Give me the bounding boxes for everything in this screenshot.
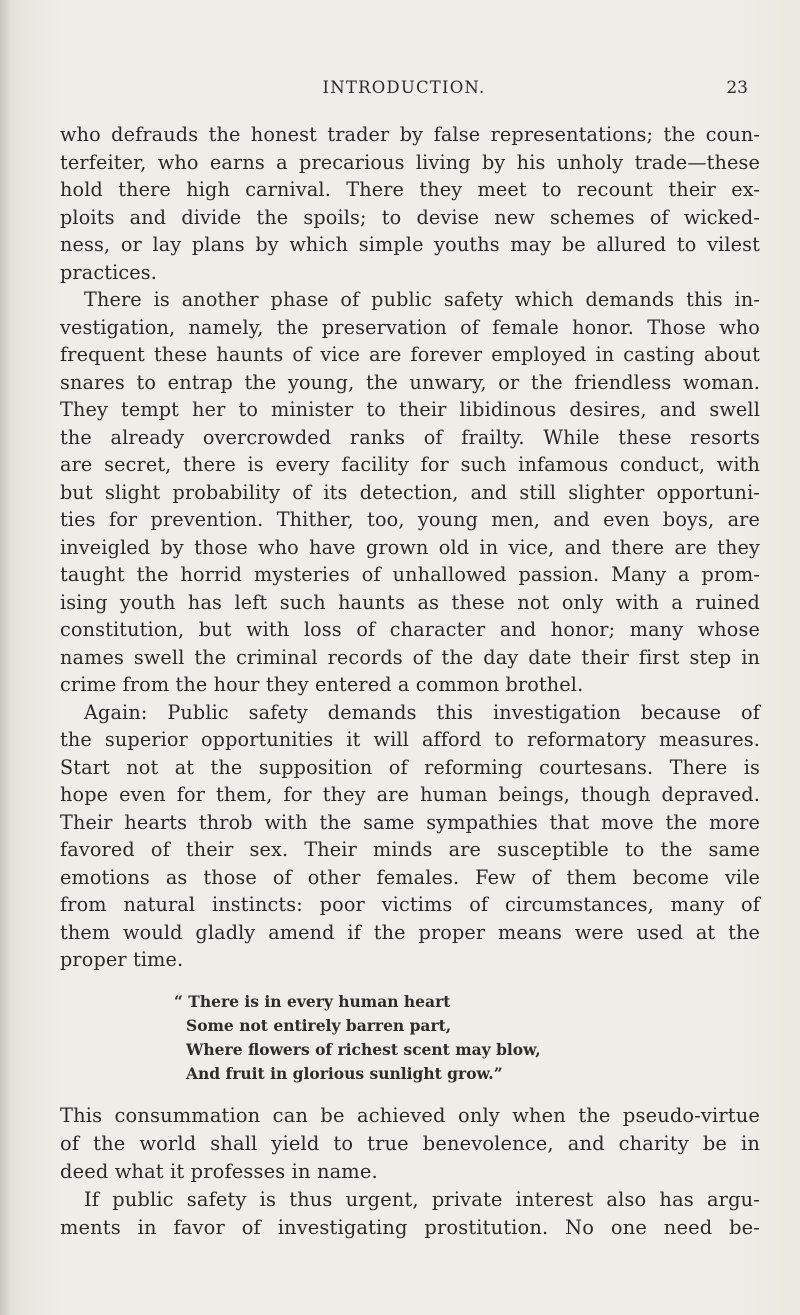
verse-line: “ There is in every human heart	[174, 991, 451, 1011]
text-line: inveigled by those who have grown old in vice, and there are they	[60, 535, 760, 559]
text-line: proper time.	[60, 948, 184, 971]
text-line: ties for prevention. Thither, too, young men, and even boys, are	[60, 508, 760, 531]
text-line: frequent these haunts of vice are forever employed in casting about	[60, 343, 760, 366]
text-line: constitution, but with loss of character and honor; many whose	[60, 618, 760, 641]
paragraph-2	[60, 286, 760, 699]
text-line: who defrauds the honest trader by false representations; the coun-	[60, 123, 760, 146]
text-line: favored of their sex. Their minds are susceptible to the same	[60, 838, 760, 861]
paragraph-4	[60, 1102, 760, 1186]
body-text	[60, 121, 760, 1242]
binding-gutter	[0, 0, 10, 1315]
text-line: names swell the criminal records of the day date their first step in	[60, 645, 760, 669]
text-line: terfeiter, who earns a precarious living by his unholy trade—these	[60, 150, 760, 174]
text-line: deed what it professes in name.	[60, 1159, 378, 1183]
text-line: from natural instincts: poor victims of circumstances, many of	[60, 893, 760, 916]
text-line: ments in favor of investigating prostitution. No one need be-	[60, 1215, 760, 1239]
text-line: hold there high carnival. There they meet to recount their ex-	[60, 178, 760, 201]
text-line: emotions as those of other females. Few of them become vile	[60, 865, 760, 889]
verse-line: Some not entirely barren part,	[186, 1015, 452, 1035]
paragraph-1	[60, 121, 760, 286]
page-header	[60, 78, 748, 102]
text-line: snares to entrap the young, the unwary, or the friendless woman.	[60, 370, 760, 394]
text-line: Start not at the supposition of reforming courtesans. There is	[60, 755, 760, 779]
text-line: Their hearts throb with the same sympathies that move the more	[60, 810, 760, 834]
running-head: INTRODUCTION.	[322, 78, 486, 97]
text-line: the already overcrowded ranks of frailty. While these resorts	[60, 425, 760, 449]
text-line: hope even for them, for they are human beings, though depraved.	[60, 783, 760, 806]
paragraph-5	[60, 1186, 760, 1242]
text-line: Again: Public safety demands this investigation because of	[84, 700, 760, 724]
text-line: ploits and divide the spoils; to devise new schemes of wicked-	[60, 205, 760, 229]
verse-quotation	[60, 990, 760, 1086]
text-line: are secret, there is every facility for such infamous conduct, with	[60, 453, 760, 476]
text-line: ness, or lay plans by which simple youths may be allured to vilest	[60, 233, 760, 256]
text-line: practices.	[60, 260, 158, 284]
text-line: vestigation, namely, the preservation of female honor. Those who	[60, 315, 760, 339]
paragraph-3	[60, 699, 760, 974]
page-number: 23	[726, 78, 748, 98]
text-line: crime from the hour they entered a common brothel.	[60, 673, 584, 696]
text-line: ising youth has left such haunts as these not only with a ruined	[60, 590, 760, 614]
text-line: They tempt her to minister to their libidinous desires, and swell	[60, 398, 760, 421]
text-line: of the world shall yield to true benevolence, and charity be in	[60, 1131, 760, 1155]
text-line: There is another phase of public safety which demands this in-	[84, 288, 760, 311]
text-line: the superior opportunities it will afford to reformatory measures.	[60, 728, 760, 751]
text-line: but slight probability of its detection, and still slighter opportuni-	[60, 480, 760, 504]
text-line: taught the horrid mysteries of unhallowed passion. Many a prom-	[60, 563, 760, 586]
verse-line: Where flowers of richest scent may blow,	[186, 1039, 541, 1059]
closing-text	[60, 1102, 760, 1242]
text-line: This consummation can be achieved only when the pseudo-virtue	[60, 1103, 760, 1127]
text-line: If public safety is thus urgent, private interest also has argu-	[84, 1187, 760, 1211]
text-line: them would gladly amend if the proper means were used at the	[60, 920, 760, 944]
verse-line: And fruit in glorious sunlight grow.”	[186, 1063, 503, 1083]
